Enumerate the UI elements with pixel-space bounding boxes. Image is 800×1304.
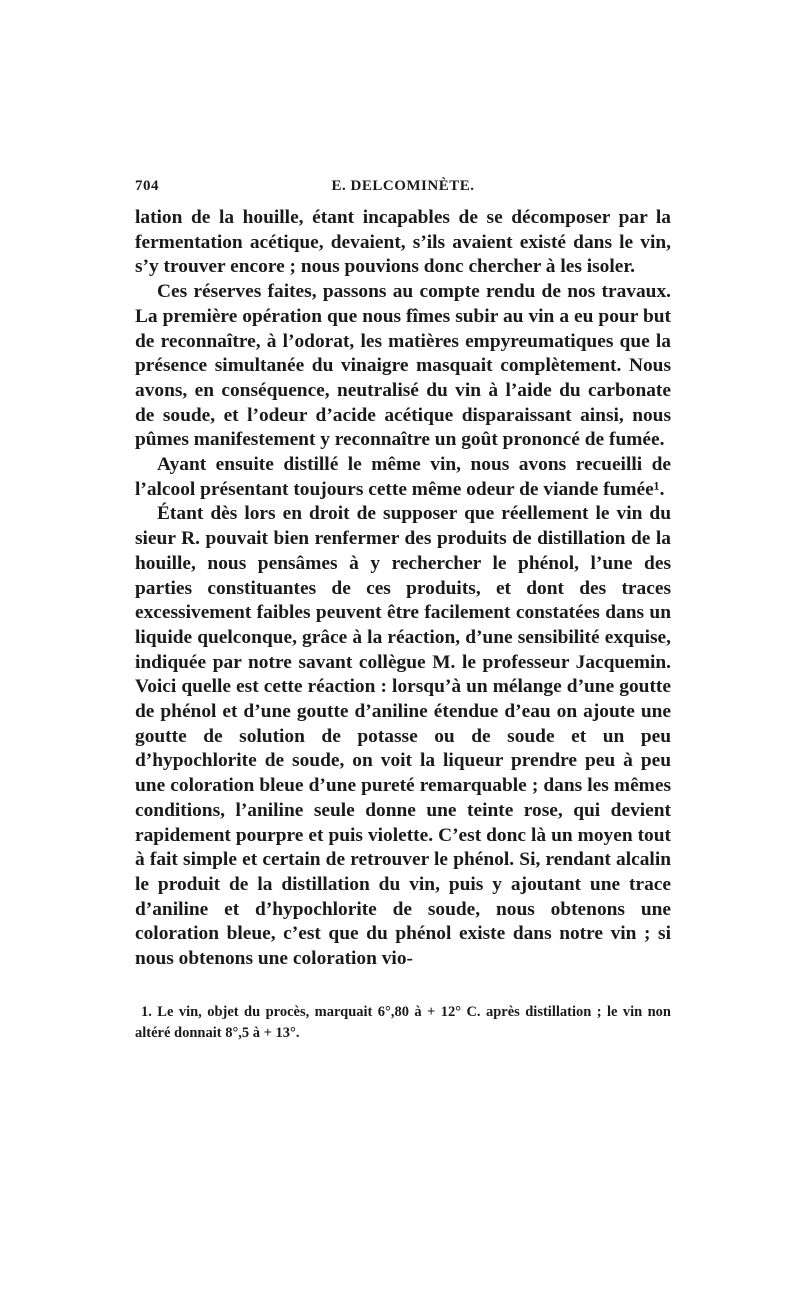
paragraph: Ayant ensuite distillé le même vin, nous avons recueilli de l’alcool présentant toujours cette même odeur de viande fumée¹. (135, 454, 671, 500)
footnotes (135, 1002, 671, 1044)
footnote: 1. Le vin, objet du procès, marquait 6°,80 à + 12° C. après distillation ; le vin non altéré donnait 8°,5 à + 13°. (135, 1003, 671, 1041)
body-text (135, 206, 671, 972)
page-number: 704 (135, 178, 159, 194)
paragraph-continuation: lation de la houille, étant incapables de se décomposer par la fermentation acétique, devaient, s’ils avaient existé dans le vin, s’y trouver encore ; nous pouvions donc chercher à les isoler. (135, 207, 671, 278)
running-title: E. DELCOMINÈTE. (331, 178, 475, 194)
paragraph: Étant dès lors en droit de supposer que réellement le vin du sieur R. pouvait bien renfermer des produits de distillation de la houille, nous pensâmes à y rechercher le phénol, l’une des parties constituantes de ces produits, et dont des traces excessivement faibles peuvent être facilement constatées dans un liquide quelconque, grâce à la réaction, d’une sensibilité exquise, indiquée par notre savant collègue M. le professeur Jacquemin. Voici quelle est cette réaction : lorsqu’à un mélange d’une goutte de phénol et d’une goutte d’aniline étendue d’eau on ajoute une goutte de solution de potasse ou de soude et un peu d’hypochlorite de soude, on voit la liqueur prendre peu à peu une coloration bleue d’une pureté remarquable ; dans les mêmes conditions, l’aniline seule donne une teinte rose, qui devient rapidement pourpre et puis violette. C’est donc là un moyen tout à fait simple et certain de retrouver le phénol. Si, rendant alcalin le produit de la distillation du vin, puis y ajoutant une trace d’aniline et d’hypochlorite de soude, nous obtenons une coloration bleue, c’est que du phénol existe dans notre vin ; si nous obtenons une coloration vio- (135, 503, 671, 970)
running-head (135, 178, 671, 202)
paragraph: Ces réserves faites, passons au compte rendu de nos travaux. La première opération que nous fîmes subir au vin a eu pour but de reconnaître, à l’odorat, les matières empyreumatiques que la présence simultanée du vinaigre masquait complètement. Nous avons, en conséquence, neutralisé du vin à l’aide du carbonate de soude, et l’odeur d’acide acétique disparaissant ainsi, nous pûmes manifestement y reconnaître un goût prononcé de fumée. (135, 281, 671, 451)
book-page (135, 178, 671, 1044)
